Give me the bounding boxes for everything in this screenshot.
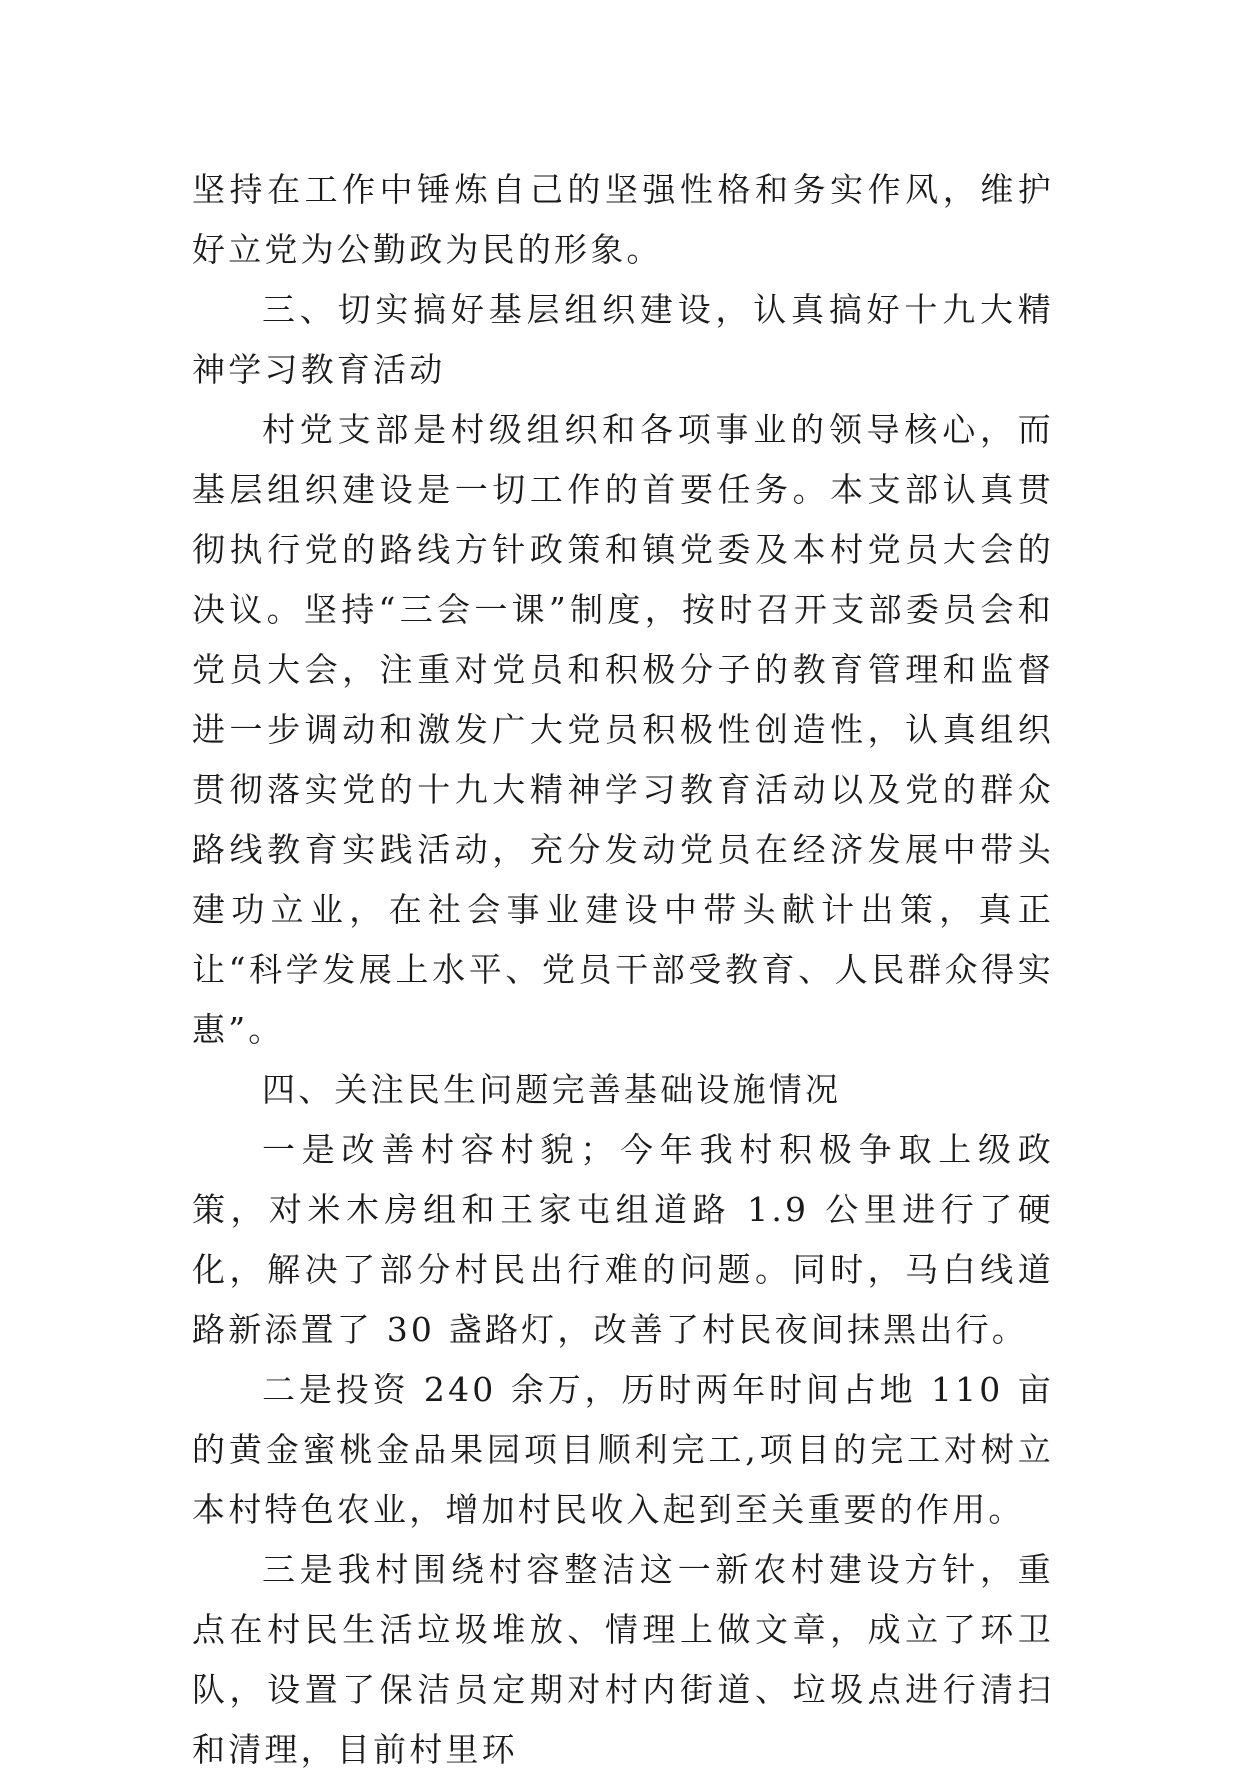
paragraph-orchard-project: 二是投资 240 余万，历时两年时间占地 110 亩的黄金蜜桃金品果园项目顺利完工,项目的完工对树立本村特色农业，增加村民收入起到至关重要的作用。 bbox=[192, 1370, 1054, 1529]
document-body bbox=[192, 160, 1054, 1780]
paragraph-village-appearance: 一是改善村容村貌；今年我村积极争取上级政策，对米木房组和王家屯组道路 1.9 公里进行了硬化，解决了部分村民出行难的问题。同时，马白线道路新添置了 30 盏路灯，改善了村民夜间抹黑出行。 bbox=[192, 1130, 1054, 1349]
section-heading-4: 四、关注民生问题完善基础设施情况 bbox=[262, 1070, 842, 1109]
paragraph-sanitation: 三是我村围绕村容整洁这一新农村建设方针，重点在村民生活垃圾堆放、情理上做文章，成立了环卫队，设置了保洁员定期对村内街道、垃圾点进行清扫和清理，目前村里环 bbox=[192, 1550, 1054, 1769]
section-heading-3: 三、切实搞好基层组织建设，认真搞好十九大精神学习教育活动 bbox=[192, 290, 1054, 389]
paragraph-continuation: 坚持在工作中锤炼自己的坚强性格和务实作风，维护好立党为公勤政为民的形象。 bbox=[192, 170, 1054, 269]
paragraph-party-branch: 村党支部是村级组织和各项事业的领导核心，而基层组织建设是一切工作的首要任务。本支部认真贯彻执行党的路线方针政策和镇党委及本村党员大会的决议。坚持“三会一课”制度，按时召开支部委员会和党员大会，注重对党员和积极分子的教育管理和监督进一步调动和激发广大党员积极性创造性，认真组织贯彻落实党的十九大精神学习教育活动以及党的群众路线教育实践活动，充分发动党员在经济发展中带头建功立业，在社会事业建设中带头献计出策，真正让“科学发展上水平、党员干部受教育、人民群众得实惠”。 bbox=[192, 410, 1054, 1049]
